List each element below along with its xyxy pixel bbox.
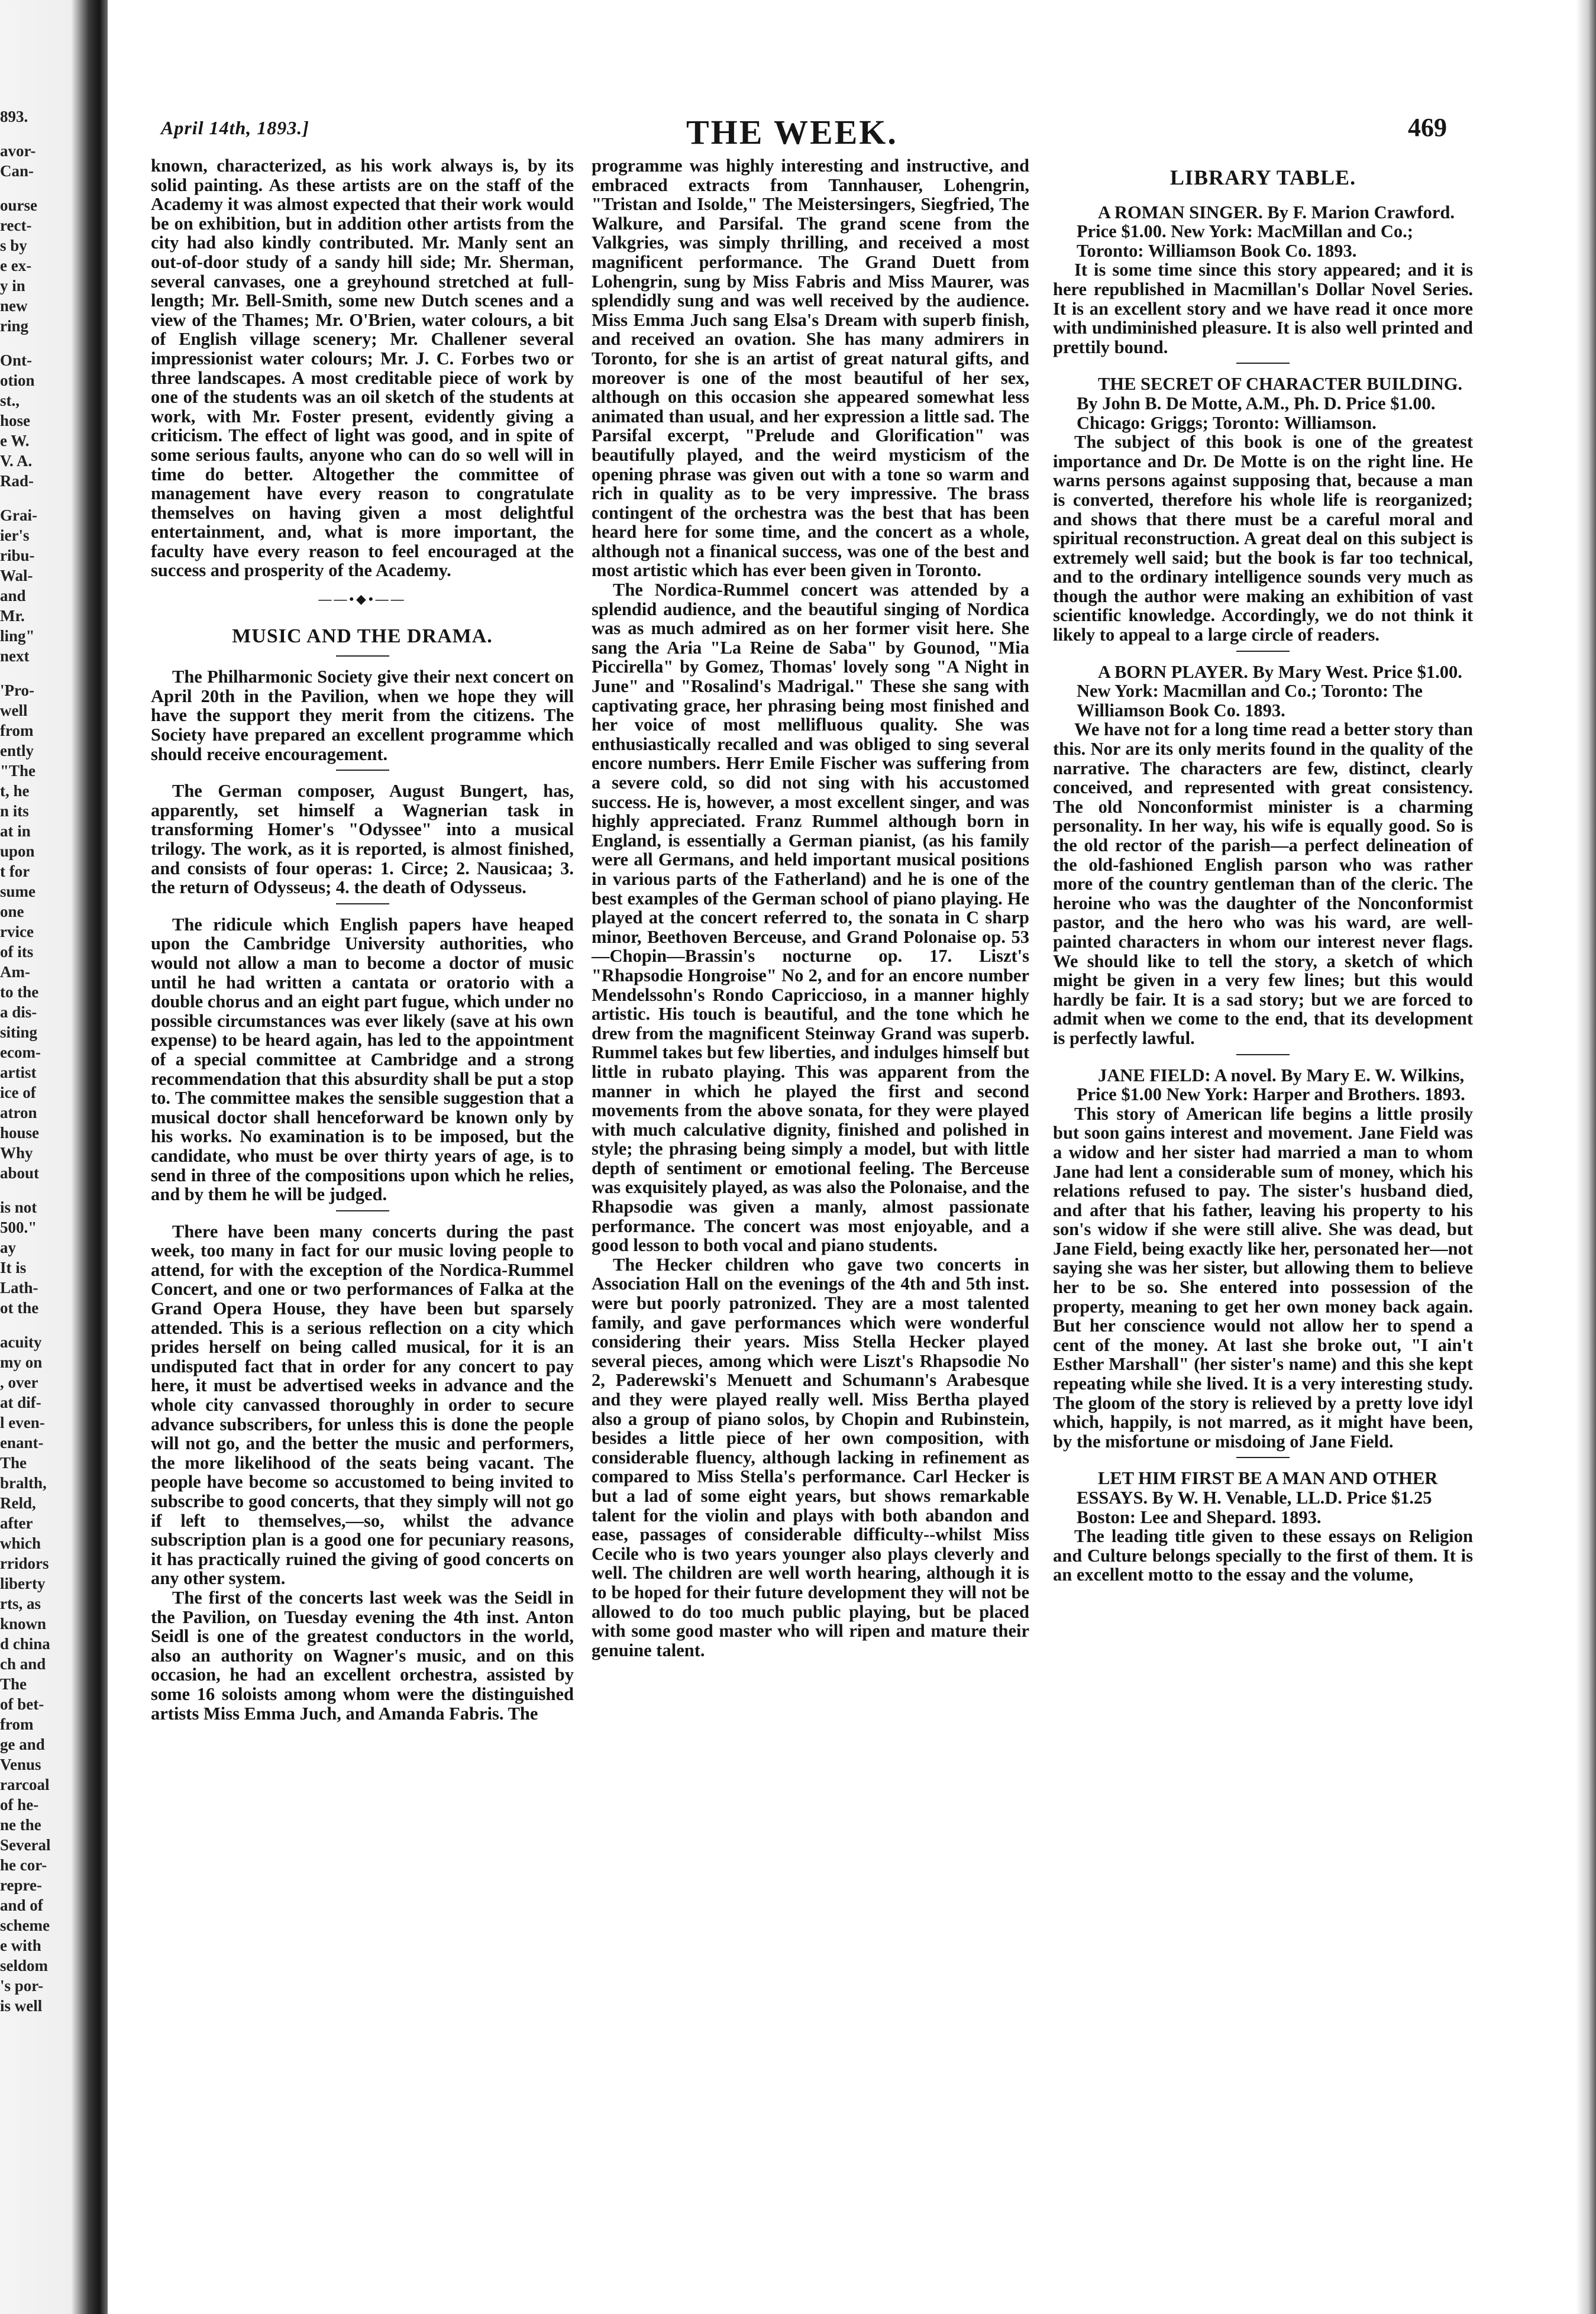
programme-paragraph: programme was highly interesting and instructive, and embraced extracts from Tannhauser, Lohengrin, "Tristan and Isolde," The Meistersingers, Siegfried, The Walkure, and Parsifal. The grand scene from the Valkgries, was simply thrilling, and received a most magnificent performance. The Grand Duett from Lohengrin, sung by Miss Fabris and Miss Maurer, was splendidly sung and was well received by the audience. Miss Emma Juch sang Elsa's Dream with superb finish, and received an ovation. She has many admirers in Toronto, for she is an artist of great natural gifts, and moreover is one of the most beautiful of her sex, although on this occasion she appeared somewhat less animated than usual, and her expression a little sad. The Parsifal excerpt, "Prelude and Glorification" was beautifully played, and the weird mysticism of the opening phrase was given out with a tone so warm and rich in quality as to be very impressive. The brass contingent of the orchestra was the best that has been heard here for some time, and the concert as a whole, although not a finanical success, was one of the best and most artistic which has ever been given in Toronto. bbox=[592, 156, 1029, 581]
edge-fragment: siting bbox=[0, 1023, 38, 1041]
edge-fragment: Am- bbox=[0, 963, 30, 981]
divider bbox=[336, 655, 389, 657]
edge-fragment: ice of bbox=[0, 1084, 36, 1101]
divider bbox=[1236, 363, 1290, 364]
edge-fragment: and bbox=[0, 587, 26, 605]
edge-fragment: new bbox=[0, 297, 28, 315]
edge-fragment: about bbox=[0, 1164, 40, 1182]
edge-fragment: next bbox=[0, 647, 30, 665]
review-heading-jane-field: JANE FIELD: A novel. By Mary E. W. Wilkins, Price $1.00 New York: Harper and Brothers. 1893. bbox=[1077, 1065, 1465, 1105]
previous-page-edge-text bbox=[0, 106, 76, 2295]
edge-fragment bbox=[0, 1318, 76, 1332]
edge-fragment: Why bbox=[0, 1144, 33, 1162]
edge-fragment: is well bbox=[0, 1997, 43, 2015]
edge-fragment: rridors bbox=[0, 1554, 49, 1572]
edge-fragment: acuity bbox=[0, 1333, 42, 1351]
edge-fragment: Lath- bbox=[0, 1279, 38, 1297]
edge-fragment: n its bbox=[0, 802, 29, 820]
edge-fragment bbox=[0, 336, 76, 350]
edge-fragment: 893. bbox=[0, 108, 28, 125]
review-body-born-player: We have not for a long time read a better story than this. Nor are its only merits found in the quality of the narrative. The characters are few, distinct, clearly conceived, and represented with great consistency. The old Nonconformist minister is a charming personality. In her way, his wife is equally good. So is the old rector of the parish—a perfect delineation of the old-fashioned English parson who was rather more of the country gentleman than of the cleric. The heroine who was the daughter of the Nonconformist pastor, and the hero who was his ward, are well-painted characters in whom our interest never flags. We should like to tell the story, a sketch of which might be given in a very few lines; but this would hardly be fair. It is a sad story; but we are forced to admit when we come to the end, that its development is perfectly lawful. bbox=[1053, 719, 1473, 1048]
edge-fragment: otion bbox=[0, 371, 35, 389]
philharmonic-paragraph: The Philharmonic Society give their next concert on April 20th in the Pavilion, when we hope they will have the support they merit from the citizens. The Society have prepared an excellent programme which should receive encouragement. bbox=[151, 667, 574, 764]
edge-fragment: l even- bbox=[0, 1414, 45, 1431]
edge-fragment: house bbox=[0, 1124, 40, 1142]
edge-fragment: from bbox=[0, 1715, 34, 1733]
issue-date: April 14th, 1893.] bbox=[161, 117, 309, 138]
column-3 bbox=[1053, 156, 1473, 1585]
edge-fragment: ently bbox=[0, 742, 34, 760]
edge-fragment: and of bbox=[0, 1896, 43, 1914]
edge-fragment: upon bbox=[0, 842, 35, 860]
edge-fragment: is not bbox=[0, 1198, 37, 1216]
edge-fragment: sume bbox=[0, 883, 35, 900]
edge-fragment: rect- bbox=[0, 216, 32, 234]
edge-fragment: 500." bbox=[0, 1219, 37, 1236]
edge-fragment: ge and bbox=[0, 1735, 45, 1753]
edge-fragment: st., bbox=[0, 392, 20, 409]
edge-fragment: at in bbox=[0, 822, 31, 840]
edge-fragment: Mr. bbox=[0, 607, 25, 625]
edge-fragment: , over bbox=[0, 1373, 38, 1391]
edge-fragment: Wal- bbox=[0, 567, 33, 584]
edge-fragment: ot the bbox=[0, 1299, 39, 1317]
edge-fragment: d china bbox=[0, 1635, 50, 1653]
review-body-roman-singer: It is some time since this story appeared; and it is here republished in Macmillan's Dollar Novel Series. It is an excellent story and we have read it once more with undiminished pleasure. It is also well printed and prettily bound. bbox=[1053, 260, 1473, 357]
concerts-paragraph: There have been many concerts during the past week, too many in fact for our music loving people to attend, for with the exception of the Nordica-Rummel Concert, and one or two performances of Falka at the Grand Opera House, they have been but sparsely attended. This is a serious reflection on a city which prides herself on being called musical, for it is an undisputed fact that in order for any concert to pay here, it must be advertised weeks in advance and the whole city canvassed thoroughly in order to secure advance subscribers, for unless this is done the people will not go, and the better the music and performers, the more likelihood of the seats being vacant. The people have become so accustomed to being invited to subscribe to good concerts, that they simply will not go if left to themselves,—so, whilst the advance subscription plan is a good one for pecuniary reasons, it has practically ruined the giving of good concerts on any other system. bbox=[151, 1221, 574, 1589]
edge-fragment: "The bbox=[0, 762, 35, 780]
edge-fragment: atron bbox=[0, 1104, 37, 1122]
edge-fragment: enant- bbox=[0, 1434, 44, 1452]
edge-fragment: ourse bbox=[0, 196, 37, 214]
edge-fragment bbox=[0, 666, 76, 680]
review-body-secret-of-character: The subject of this book is one of the greatest importance and Dr. De Motte is on the right line. He warns persons against supposing that, because a man is converted, therefore his whole life is reorganized; and shows that there must be a careful moral and spiritual reconstruction. A great deal on this subject is extremely well said; but the book is far too technical, and to the ordinary intelligence sounds very much as though the author were making an exhibition of vast scientific knowledge. Accordingly, we do not think it likely to appeal to a large circle of readers. bbox=[1053, 432, 1473, 645]
divider bbox=[336, 903, 389, 904]
edge-fragment: t, he bbox=[0, 782, 30, 800]
edge-fragment: of its bbox=[0, 943, 34, 961]
edge-fragment: Venus bbox=[0, 1756, 41, 1773]
edge-fragment: V. A. bbox=[0, 452, 33, 470]
edge-fragment: ring bbox=[0, 317, 29, 335]
hecker-paragraph: The Hecker children who gave two concerts in Association Hall on the evenings of the 4th and 5th inst. were but poorly patronized. They are a most talented family, and gave performances which were wonderful considering their years. Miss Stella Hecker played several pieces, among which were Liszt's Rhapsodie No 2, Paderewski's Menuett and Schumann's Arabesque and they were played really well. Miss Bertha played also a group of piano solos, by Chopin and Rubinstein, besides a little piece of her own composition, with considerable fluency, although lacking in refinement as compared to Miss Stella's performance. Carl Hecker is but a lad of some eight years, but shows remarkable talent for the violin and plays with both abandon and ease, passages of considerable difficulty--whilst Miss Cecile who is two years younger also plays cleverly and well. The children are well worth hearing, although it is to be hoped for their future development they will not be allowed to do too much public playing, but be placed with some good master who will ripen and mature their genuine talent. bbox=[592, 1254, 1029, 1660]
edge-fragment: rvice bbox=[0, 923, 34, 941]
cambridge-paragraph: The ridicule which English papers have heaped upon the Cambridge University authorities, who would not allow a man to become a doctor of music until he had written a cantata or oratorio with a double chorus and an eight part fugue, which under no possible circumstances was ever likely (save at his own expense) to be heard again, has led to the appointment of a special committee at Cambridge and a strong recommendation that this absurdity shall be put a stop to. The committee makes the sensible suggestion that a musical doctor shall henceforward be known only by his works. No examination is to be imposed, but the candidate, who must be over thirty years of age, is to send in three of the compositions upon which he relies, and by them he will be judged. bbox=[151, 914, 574, 1205]
divider bbox=[336, 1210, 389, 1211]
edge-fragment: rts, as bbox=[0, 1595, 41, 1612]
edge-fragment: 'Pro- bbox=[0, 681, 34, 699]
edge-fragment: Reld, bbox=[0, 1494, 36, 1512]
edge-fragment: ier's bbox=[0, 526, 30, 544]
bungert-paragraph: The German composer, August Bungert, has, apparently, set himself a Wagnerian task in transforming Homer's "Odyssee" into a musical trilogy. The work, as it is reported, is almost finished, and consists of four operas: 1. Circe; 2. Nausicaa; 3. the return of Odysseus; 4. the death of Odysseus. bbox=[151, 781, 574, 898]
edge-fragment: t for bbox=[0, 862, 30, 880]
edge-fragment: ecom- bbox=[0, 1043, 41, 1061]
edge-fragment: Ont- bbox=[0, 351, 32, 369]
edge-fragment: artist bbox=[0, 1064, 37, 1081]
edge-fragment: of bet- bbox=[0, 1695, 44, 1713]
edge-fragment: liberty bbox=[0, 1575, 46, 1592]
edge-fragment bbox=[0, 181, 76, 195]
edge-fragment: which bbox=[0, 1534, 41, 1552]
edge-fragment: one bbox=[0, 903, 24, 920]
review-heading-let-him-first-be-a-man: LET HIM FIRST BE A MAN AND OTHER ESSAYS. By W. H. Venable, LL.D. Price $1.25 Boston: Lee and Shepard. 1893. bbox=[1077, 1468, 1438, 1527]
divider bbox=[1236, 1457, 1290, 1458]
edge-fragment: s by bbox=[0, 237, 27, 254]
edge-fragment: at dif- bbox=[0, 1394, 41, 1411]
review-body-let-him-first-be-a-man: The leading title given to these essays on Religion and Culture belongs specially to the first of them. It is an excellent motto to the essay and the volume, bbox=[1053, 1526, 1473, 1585]
edge-fragment: well bbox=[0, 702, 28, 719]
edge-fragment: Grai- bbox=[0, 506, 37, 524]
edge-fragment: ling" bbox=[0, 627, 35, 645]
review-heading-roman-singer: A ROMAN SINGER. By F. Marion Crawford. Price $1.00. New York: MacMillan and Co.; Toronto: Williamson Book Co. 1893. bbox=[1077, 202, 1455, 261]
academy-paragraph: known, characterized, as his work always is, by its solid painting. As these artists are on the staff of the Academy it was almost expected that their work would be on exhibition, but in addition other artists from the city had also kindly contributed. Mr. Manly sent an out-of-door study of a sandy hill side; Mr. Sherman, several canvases, one a greyhound stretched at full-length; Mr. Bell-Smith, some new Dutch scenes and a view of the Thames; Mr. O'Brien, water colours, a bit of English village scenery; Mr. Challener several impressionist water colours; Mr. J. C. Forbes two or three landscapes. A most creditable piece of work by one of the students was an oil sketch of the students at work, with Mr. Foster present, evidently giving a criticism. The effect of light was good, and in spite of some serious faults, anyone who can do so well will in time do better. Altogether the committee of management have every reason to congratulate themselves on having given a most delightful entertainment, and, what is more important, the faculty have every reason to feel encouraged at the success and prosperity of the Academy. bbox=[151, 156, 574, 581]
seidl-paragraph: The first of the concerts last week was the Seidl in the Pavilion, on Tuesday evening the 4th inst. Anton Seidl is one of the greatest conductors in the world, also an authority on Wagner's music, and on this occasion, he had an excellent orchestra, assisted by some 16 soloists among whom were the distinguished artists Miss Emma Juch, and Amanda Fabris. The bbox=[151, 1587, 574, 1724]
edge-fragment: ribu- bbox=[0, 547, 35, 564]
edge-fragment: It is bbox=[0, 1259, 27, 1276]
column-1 bbox=[151, 156, 574, 1723]
edge-fragment: ay bbox=[0, 1239, 16, 1256]
page-edge bbox=[1576, 0, 1596, 2314]
section-ornament: ——•◆•—— bbox=[318, 592, 406, 607]
edge-fragment: repre- bbox=[0, 1876, 42, 1894]
edge-fragment: e W. bbox=[0, 432, 30, 450]
edge-fragment: known bbox=[0, 1615, 47, 1633]
edge-fragment bbox=[0, 1183, 76, 1197]
edge-fragment: ne the bbox=[0, 1816, 41, 1834]
edge-fragment bbox=[0, 491, 76, 505]
music-drama-heading: MUSIC AND THE DRAMA. bbox=[232, 625, 493, 647]
edge-fragment: Several bbox=[0, 1836, 51, 1854]
edge-fragment: after bbox=[0, 1514, 33, 1532]
edge-fragment: scheme bbox=[0, 1917, 50, 1934]
page-number: 469 bbox=[1408, 113, 1447, 142]
edge-fragment: he cor- bbox=[0, 1856, 47, 1874]
edge-fragment: seldom bbox=[0, 1957, 48, 1974]
edge-fragment: Can- bbox=[0, 162, 34, 180]
nordica-rummel-paragraph: The Nordica-Rummel concert was attended by a splendid audience, and the beautiful singing of Nordica was as much admired as on her former visit here. She sang the Aria "La Reine de Saba" by Gounod, "Mia Piccirella" by Gomez, Thomas' lovely song "A Night in June" and "Rosalind's Madrigal." These she sang with captivating grace, her phrasing being most finished and her voice of most mellifluous quality. She was enthusiastically recalled and was obliged to sing several encore numbers. Herr Emile Fischer was suffering from a severe cold, so did not sing with his accustomed success. He is, however, a most excellent singer, and was highly appreciated. Franz Rummel although born in England, is essentially a German pianist, (as his family were all Germans, and held important musical positions in various parts of the Fatherland) and he is one of the best examples of the German school of piano playing. He played at the concert referred to, the sonata in C sharp minor, Beethoven Berceuse, and Grand Polonaise op. 53—Chopin—Brassin's nocturne op. 17. Liszt's "Rhapsodie Hongroise" No 2, and for an encore number Mendelssohn's Rondo Capriccioso, in a manner highly artistic. His touch is beautiful, and the tone which he drew from the magnificent Steinway Grand was superb. Rummel takes but few liberties, and indulges himself but little in rubato playing. This was apparent from the manner in which he played the first and second movements from the above sonata, for they were played with much calculative dignity, finished and polished in style; the phrasing being simply a model, but with little depth of sentiment or emotional feeling. The Berceuse was exquisitely played, as was also the Polonaise, and the Rhapsodie was given a manly, almost passionate performance. The concert was most enjoyable, and a good lesson to both vocal and piano students. bbox=[592, 580, 1029, 1256]
edge-fragment: y in bbox=[0, 277, 25, 295]
edge-fragment: avor- bbox=[0, 142, 36, 160]
edge-fragment: rarcoal bbox=[0, 1776, 50, 1793]
review-heading-secret-of-character: THE SECRET OF CHARACTER BUILDING. By John B. De Motte, A.M., Ph. D. Price $1.00. Chicago: Griggs; Toronto: Williamson. bbox=[1077, 374, 1463, 433]
edge-fragment: ch and bbox=[0, 1655, 46, 1673]
masthead-title: THE WEEK. bbox=[686, 113, 898, 151]
edge-fragment: The bbox=[0, 1454, 27, 1472]
edge-fragment: e with bbox=[0, 1937, 41, 1954]
edge-fragment bbox=[0, 127, 76, 141]
edge-fragment: of he- bbox=[0, 1796, 39, 1814]
library-table-heading: LIBRARY TABLE. bbox=[1169, 166, 1356, 189]
edge-fragment: my on bbox=[0, 1353, 43, 1371]
review-body-jane-field: This story of American life begins a little prosily but soon gains interest and movement. Jane Field was a widow and her sister had married a man to whom Jane had lent a considerable sum of money, which his relations refused to pay. The sister's husband died, and after that his father, leaving his property to his son's widow if she were still alive. She was dead, but Jane Field, being exactly like her, personated her—not saying she was her sister, but allowing them to believe her to be so. She entered into possession of the property, meaning to get her own money back again. But her conscience would not allow her to spend a cent of the money. At last she broke out, "I ain't Esther Marshall" (her sister's name) and this she kept repeating while she lived. It is a very interesting study. The gloom of the story is relieved by a pretty love idyl which, happily, is not marred, as it might have been, by the misfortune or misdoing of Jane Field. bbox=[1053, 1103, 1473, 1452]
edge-fragment: 's por- bbox=[0, 1977, 44, 1995]
edge-fragment: to the bbox=[0, 983, 39, 1001]
edge-fragment: The bbox=[0, 1675, 27, 1693]
edge-fragment: Rad- bbox=[0, 472, 34, 490]
divider bbox=[1236, 651, 1290, 652]
column-2 bbox=[592, 156, 1029, 1660]
divider bbox=[1236, 1054, 1290, 1055]
edge-fragment: a dis- bbox=[0, 1003, 37, 1021]
edge-fragment: bralth, bbox=[0, 1474, 47, 1492]
edge-fragment: hose bbox=[0, 412, 31, 429]
edge-fragment: from bbox=[0, 722, 34, 739]
divider bbox=[336, 770, 389, 771]
review-heading-born-player: A BORN PLAYER. By Mary West. Price $1.00. New York: Macmillan and Co.; Toronto: The Williamson Book Co. 1893. bbox=[1077, 661, 1462, 720]
edge-fragment: e ex- bbox=[0, 257, 32, 274]
